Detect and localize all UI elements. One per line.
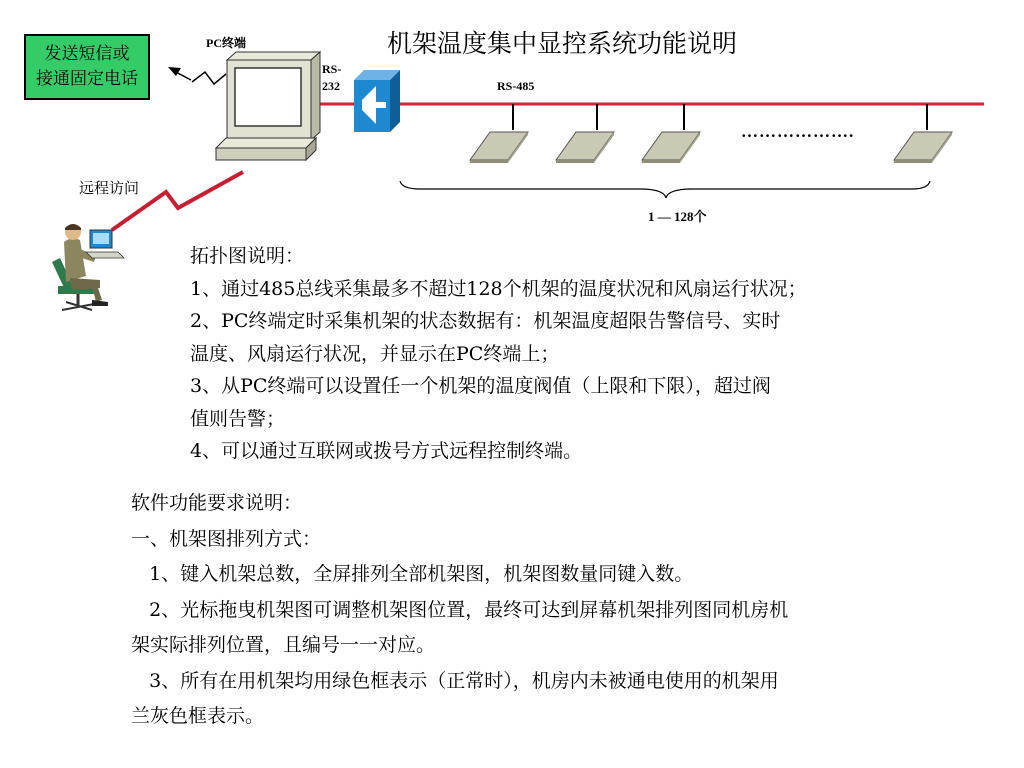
pc-terminal-label: PC终端 — [206, 36, 246, 50]
sms-box-line2: 接通固定电话 — [36, 69, 138, 89]
topology-item: 值则告警； — [190, 407, 286, 430]
software-requirements — [131, 486, 931, 735]
rack-device-3 — [642, 132, 700, 163]
device-range-brace — [400, 181, 930, 198]
device-range-label: 1 — 128个 — [648, 209, 707, 224]
sms-box-line1: 发送短信或 — [44, 44, 130, 64]
pc-terminal — [216, 52, 320, 160]
remote-access-label: 远程访问 — [79, 179, 140, 197]
topology-item: 1、通过485总线采集最多不超过128个机架的温度状况和风扇运行状况； — [190, 277, 807, 300]
more-devices-dots: ………………. — [741, 122, 855, 141]
page-title: 机架温度集中显控系统功能说明 — [387, 29, 738, 58]
rack-device-1 — [470, 132, 528, 163]
software-line: 2、光标拖曳机架图可调整机架图位置，最终可达到屏幕机架排列图同机房机 — [131, 598, 789, 621]
software-line: 兰灰色框表示。 — [131, 705, 265, 727]
software-line: 1、键入机架总数，全屏排列全部机架图，机架图数量同键入数。 — [131, 563, 694, 585]
rs232-label-top: RS- — [322, 62, 342, 76]
remote-user-icon — [52, 224, 124, 310]
software-line: 架实际排列位置，且编号一一对应。 — [131, 634, 436, 656]
topology-item: 温度、风扇运行状况，并显示在PC终端上； — [190, 342, 560, 365]
software-section-title: 一、机架图排列方式： — [131, 527, 322, 550]
rs232-label-bottom: 232 — [322, 79, 340, 93]
topology-description — [190, 240, 910, 468]
topology-item: 4、可以通过互联网或拨号方式远程控制终端。 — [190, 440, 583, 462]
bus-drops — [513, 104, 927, 130]
wireless-signal-icon — [192, 72, 226, 84]
topology-item: 3、从PC终端可以设置任一个机架的温度阀值（上限和下限），超过阀 — [190, 375, 771, 397]
software-heading: 软件功能要求说明： — [131, 492, 303, 514]
topology-item: 2、PC终端定时采集机架的状态数据有：机架温度超限告警信号、实时 — [190, 310, 781, 332]
topology-heading: 拓扑图说明： — [190, 245, 305, 267]
sms-call-box — [24, 34, 150, 100]
rack-device-128 — [894, 132, 952, 163]
rs485-label: RS-485 — [497, 79, 535, 93]
rack-device-2 — [556, 132, 614, 163]
software-line: 3、所有在用机架均用绿色框表示（正常时），机房内未被通电使用的机架用 — [131, 669, 779, 692]
rs232-rs485-converter — [354, 70, 400, 132]
arrow-to-sms — [168, 67, 191, 80]
